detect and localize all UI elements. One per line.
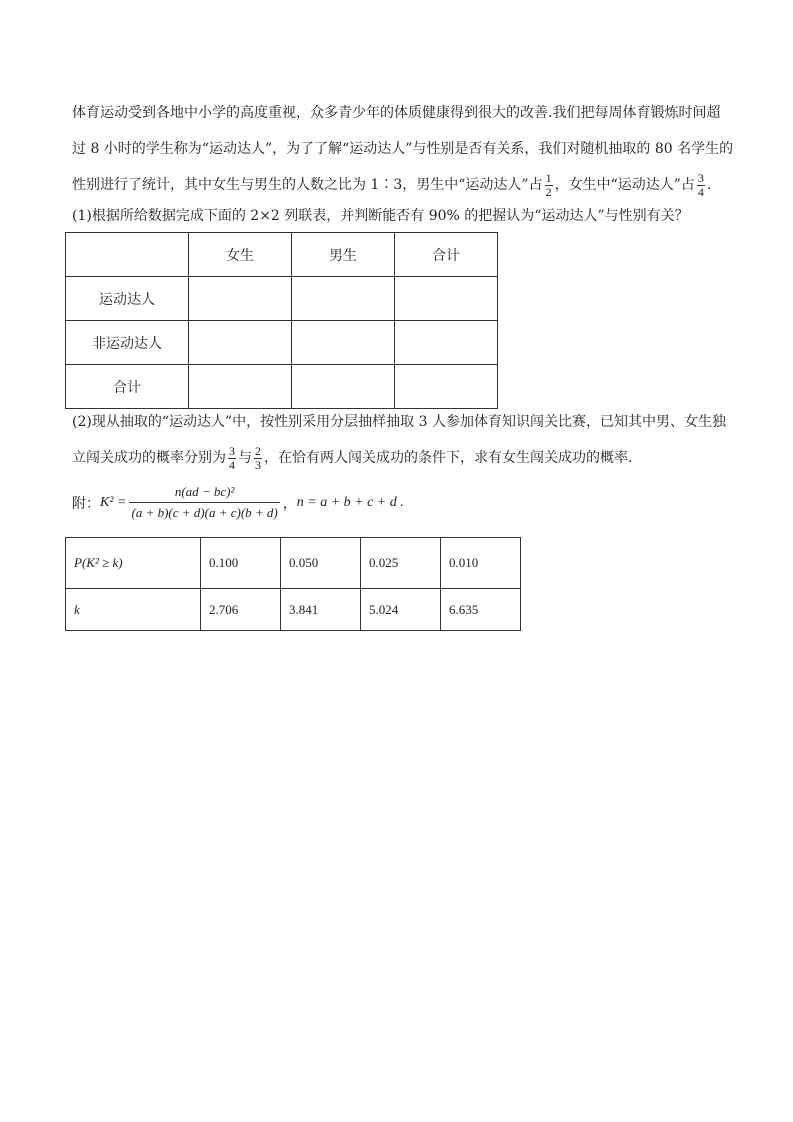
question-2 <box>72 404 727 476</box>
table-row <box>66 365 498 409</box>
table-row <box>66 589 521 631</box>
probability-cell: 0.050 <box>281 538 361 589</box>
table-cell <box>395 277 498 321</box>
table-header-cell <box>66 233 189 277</box>
appendix-label: 附： <box>72 495 100 512</box>
n-definition: n = a + b + c + d . <box>296 494 404 510</box>
table-header-cell: 合计 <box>395 233 498 277</box>
table-cell <box>189 321 292 365</box>
k-value-cell: 6.635 <box>441 589 521 631</box>
probability-cell: 0.100 <box>201 538 281 589</box>
question-2-line-2-end: ，在恰有两人闯关成功的条件下，求有女生闯关成功的概率. <box>264 450 633 466</box>
fraction-three-quarters: $\frac{3}{4}$ <box>697 170 704 199</box>
fraction-female-probability: $\frac{2}{3}$ <box>255 443 261 472</box>
problem-line-3-start: 性别进行了统计，其中女生与男生的人数之比为 1∶3，男生中“运动达人”占 <box>72 177 543 193</box>
problem-line-1: 体育运动受到各地中小学的高度重视，众多青少年的体质健康得到很大的改善.我们把每周体育锻炼时间超 <box>72 105 721 121</box>
table-row-label: 运动达人 <box>66 277 189 321</box>
question-1: (1)根据所给数据完成下面的 2×2 列联表，并判断能否有 90% 的把握认为“运动达人”与性别有关？ <box>72 208 689 224</box>
k-value-cell: 5.024 <box>361 589 441 631</box>
contingency-table <box>65 232 498 409</box>
appendix-formula <box>72 484 404 521</box>
table-header-cell: 女生 <box>189 233 292 277</box>
question-2-and: 与 <box>238 450 252 466</box>
question-2-line-2-start: 立闯关成功的概率分别为 <box>72 450 226 466</box>
formula-lhs: K² = <box>100 494 127 510</box>
table-cell <box>292 365 395 409</box>
problem-line-3 <box>72 167 727 203</box>
table-cell <box>292 277 395 321</box>
table-header-row <box>66 233 498 277</box>
question-2-line-2 <box>72 440 727 476</box>
fraction-one-half: $\frac{1}{2}$ <box>545 170 552 199</box>
question-2-line-1: (2)现从抽取的“运动达人”中，按性别采用分层抽样抽取 3 人参加体育知识闯关比赛，已知其中男、女生独 <box>72 414 726 430</box>
table-row <box>66 538 521 589</box>
table-cell <box>189 365 292 409</box>
table-cell <box>395 365 498 409</box>
probability-cell: 0.010 <box>441 538 521 589</box>
problem-line-3-mid: ，女生中“运动达人”占 <box>554 177 695 193</box>
chi-square-formula <box>100 484 283 521</box>
table-cell <box>189 277 292 321</box>
table-cell <box>395 321 498 365</box>
probability-label: P(K² ≥ k) <box>66 538 201 589</box>
k-value-cell: 3.841 <box>281 589 361 631</box>
table-row-label: 合计 <box>66 365 189 409</box>
problem-statement <box>72 95 734 203</box>
fraction-male-probability: $\frac{3}{4}$ <box>229 443 235 472</box>
problem-line-2: 过 8 小时的学生称为“运动达人”，为了了解“运动达人”与性别是否有关系，我们对随机抽取的 80 名学生的 <box>72 141 734 157</box>
table-row-label: 非运动达人 <box>66 321 189 365</box>
table-header-cell: 男生 <box>292 233 395 277</box>
formula-fraction <box>129 484 279 521</box>
formula-separator: ， <box>282 495 297 512</box>
formula-numerator: n(ad − bc)² <box>129 484 279 503</box>
k-value-cell: 2.706 <box>201 589 281 631</box>
formula-denominator: (a + b)(c + d)(a + c)(b + d) <box>131 505 278 520</box>
critical-value-table <box>65 537 521 631</box>
table-cell <box>292 321 395 365</box>
table-row <box>66 321 498 365</box>
probability-cell: 0.025 <box>361 538 441 589</box>
table-row <box>66 277 498 321</box>
k-label: k <box>66 589 201 631</box>
problem-line-3-end: . <box>706 177 712 193</box>
